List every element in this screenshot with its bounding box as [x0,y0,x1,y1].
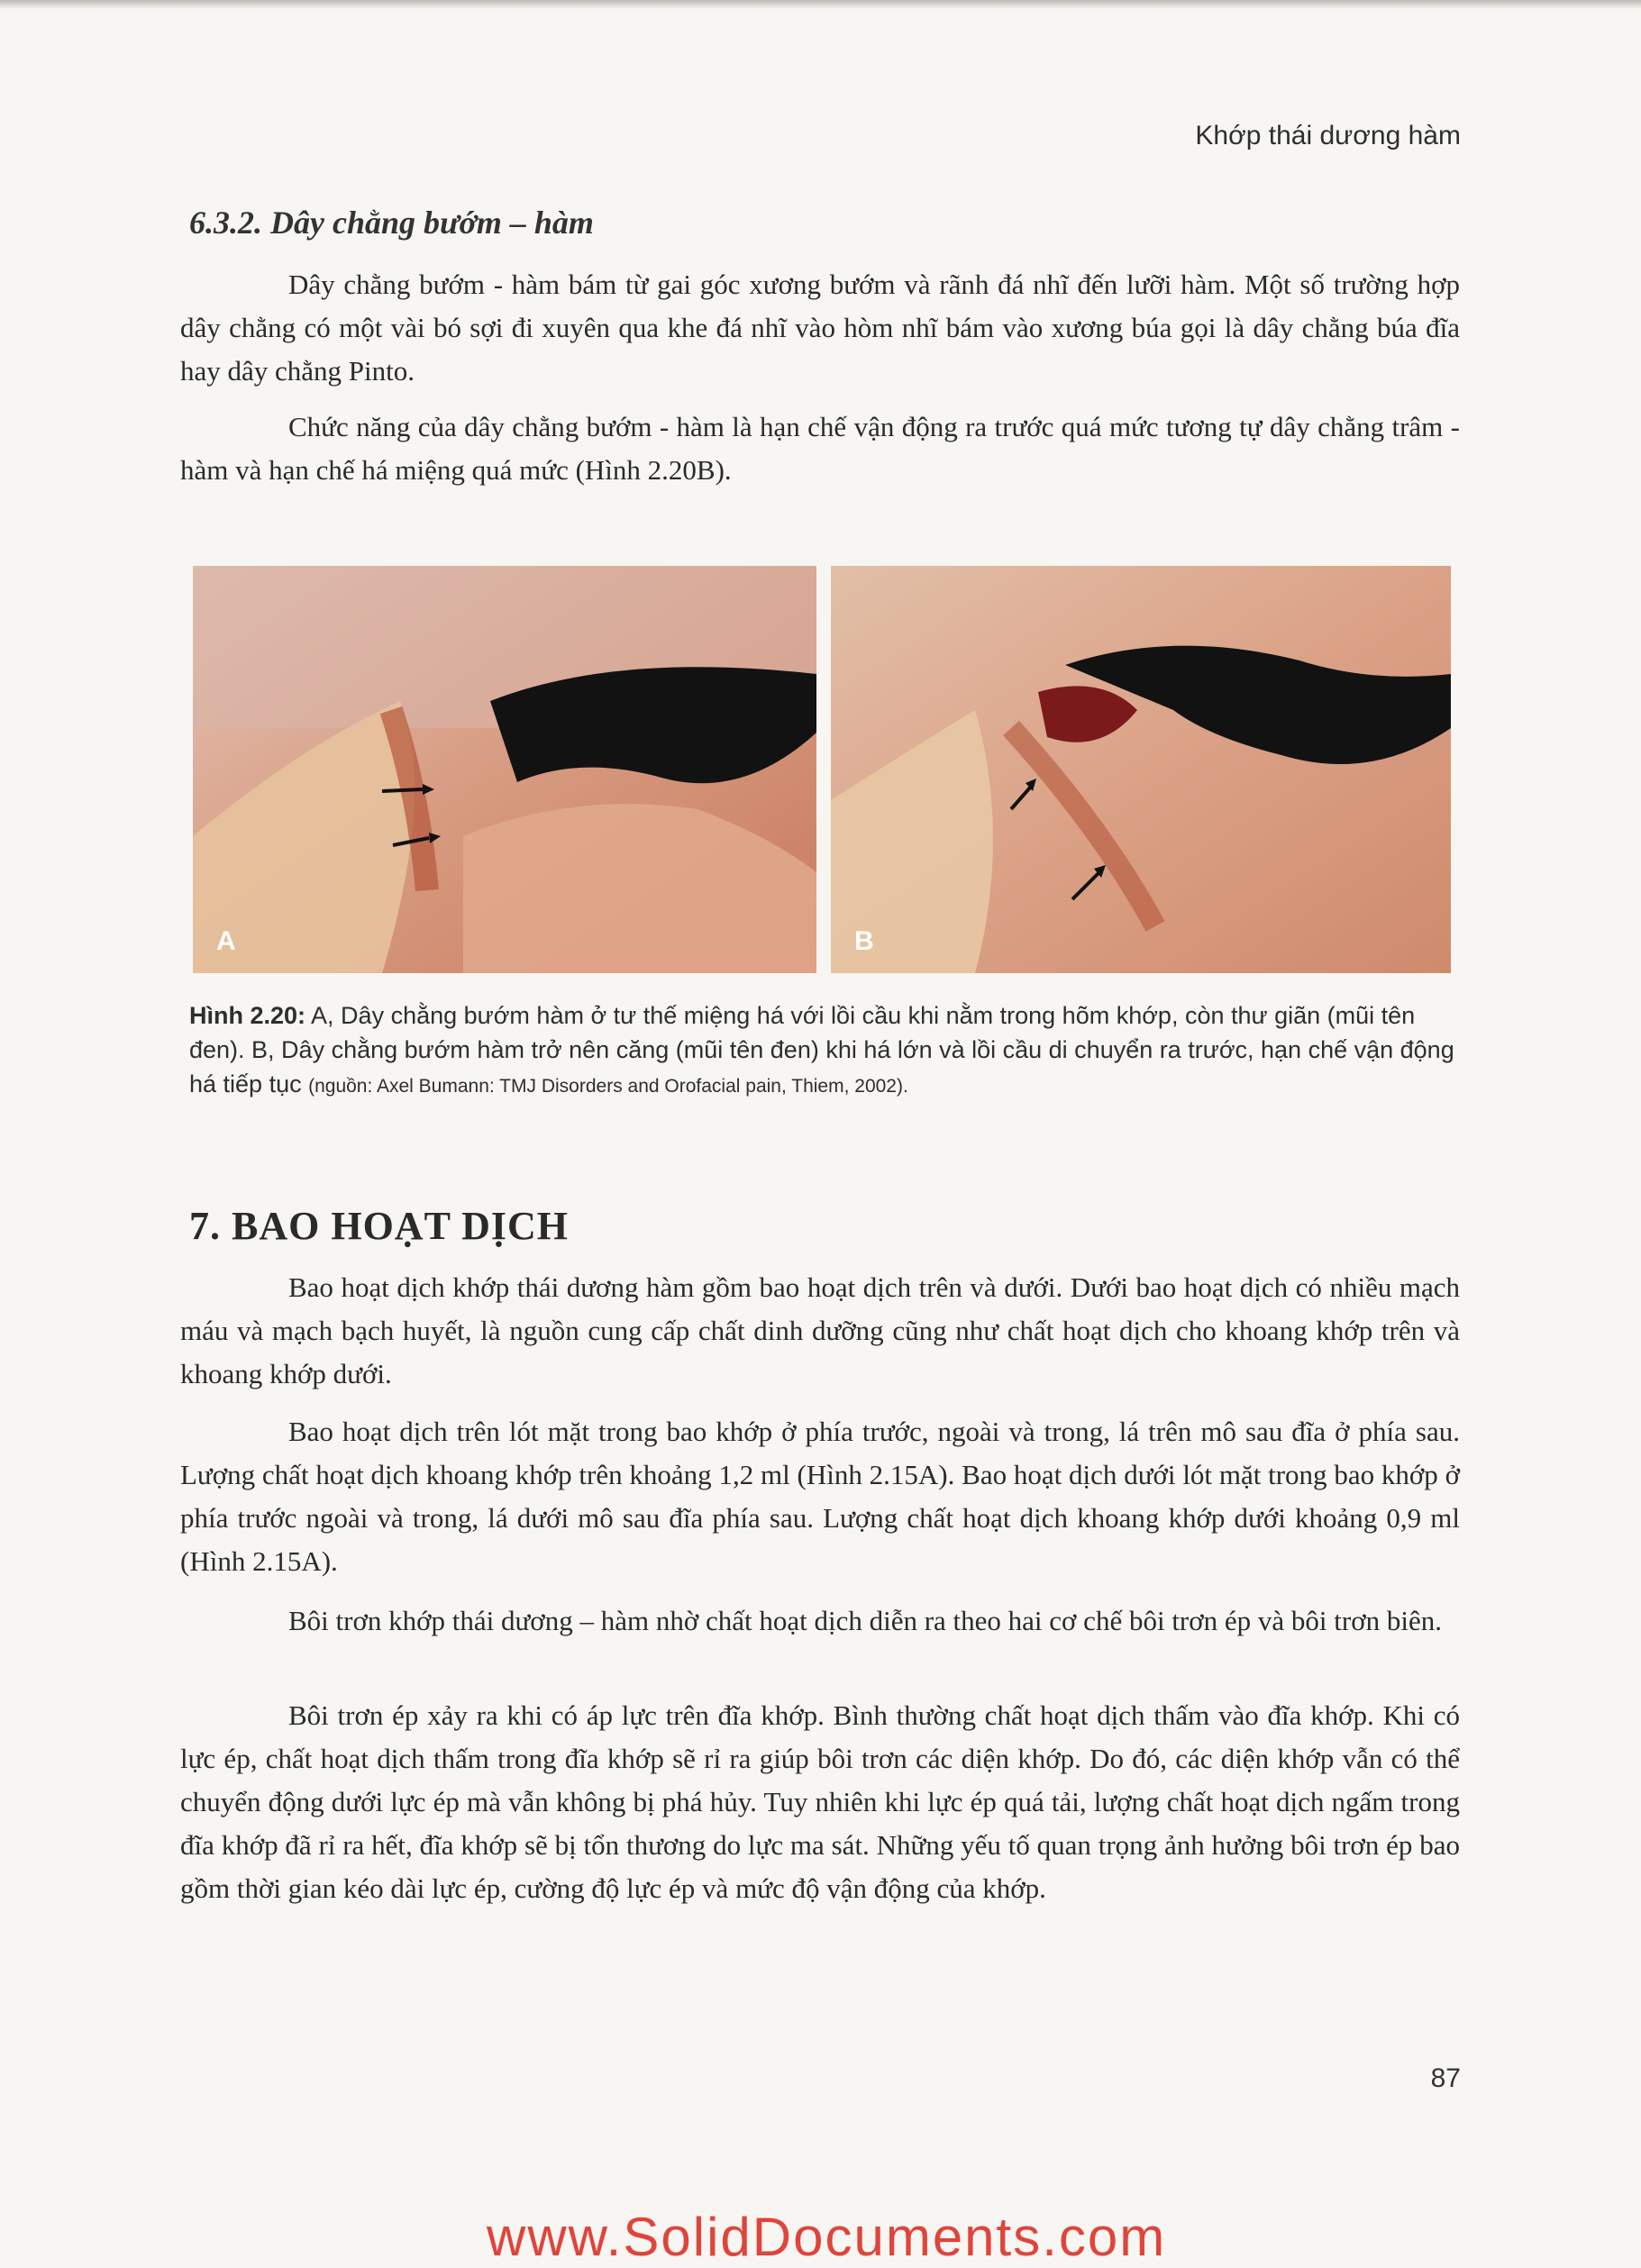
figure-caption [189,998,1460,1104]
paragraph-text: Bôi trơn ép xảy ra khi có áp lực trên đĩa khớp. Bình thường chất hoạt dịch thấm vào đĩa khớp. Khi có lực ép, chất hoạt dịch thấm trong đĩa khớp sẽ rỉ ra giúp bôi trơn các diện khớp. Do đó, các diện khớp vẫn có thể chuyển động dưới lực ép mà vẫn không bị phá hủy. Tuy nhiên khi lực ép quá tải, lượng chất hoạt dịch ngấm trong đĩa khớp đã rỉ ra hết, đĩa khớp sẽ bị tổn thương do lực ma sát. Những yếu tố quan trọng ảnh hưởng bôi trơn ép bao gồm thời gian kéo dài lực ép, cường độ lực ép và mức độ vận động của khớp. [180,1699,1460,1904]
caption-text: A, Dây chằng bướm hàm ở tư thế miệng há với lồi cầu khi nằm trong hõm khớp, còn thư giãn (mũi tên đen). B, Dây chằng bướm hàm trở nên căng (mũi tên đen) khi há lớn và lồi cầu di chuyển ra trước, hạn chế vận động há tiếp tục [189,1002,1454,1098]
paragraph [180,405,1460,492]
panel-label-b: B [854,926,874,956]
paragraph [180,263,1460,393]
section-heading-ligament: 6.3.2. Dây chằng bướm – hàm [189,205,594,241]
panel-label-a: A [216,926,236,956]
photo-panel-b [831,566,1451,973]
paragraph-text: Bao hoạt dịch trên lót mặt trong bao khớp ở phía trước, ngoài và trong, lá trên mô sau đĩa ở phía sau. Lượng chất hoạt dịch khoang khớp trên khoảng 1,2 ml (Hình 2.15A). Bao hoạt dịch dưới lót mặt trong bao khớp ở phía trước ngoài và trong, lá dưới mô sau đĩa phía sau. Lượng chất hoạt dịch khoang khớp dưới khoảng 0,9 ml (Hình 2.15A). [180,1416,1460,1577]
running-header: Khớp thái dương hàm [1195,121,1461,150]
anatomy-photo-b [831,566,1451,973]
paragraph [180,1599,1460,1643]
watermark-text: www.SolidDocuments.com [487,2207,1167,2267]
paragraph [180,1410,1460,1583]
anatomy-photo-a [193,566,816,973]
paragraph-text: Bôi trơn khớp thái dương – hàm nhờ chất hoạt dịch diễn ra theo hai cơ chế bôi trơn ép và bôi trơn biên. [288,1605,1442,1636]
page-number: 87 [1430,2063,1461,2093]
paragraph-text: Chức năng của dây chằng bướm - hàm là hạn chế vận động ra trước quá mức tương tự dây chằng trâm - hàm và hạn chế há miệng quá mức (Hình 2.20B). [180,411,1460,486]
caption-source: (nguồn: Axel Bumann: TMJ Disorders and Orofacial pain, Thiem, 2002). [308,1076,908,1097]
figure-2-20 [193,566,1451,973]
paragraph [180,1266,1460,1396]
paragraph-text: Bao hoạt dịch khớp thái dương hàm gồm bao hoạt dịch trên và dưới. Dưới bao hoạt dịch có nhiều mạch máu và mạch bạch huyết, là nguồn cung cấp chất dinh dưỡng cũng như chất hoạt dịch cho khoang khớp trên và khoang khớp dưới. [180,1271,1460,1389]
page-top-edge [0,0,1641,9]
caption-label: Hình 2.20: [189,1002,306,1029]
paragraph-text: Dây chằng bướm - hàm bám từ gai góc xương bướm và rãnh đá nhĩ đến lưỡi hàm. Một số trường hợp dây chằng có một vài bó sợi đi xuyên qua khe đá nhĩ vào hòm nhĩ bám vào xương búa gọi là dây chằng búa đĩa hay dây chằng Pinto. [180,269,1460,387]
section-heading-synovial: 7. BAO HOẠT DỊCH [189,1204,570,1248]
paragraph [180,1694,1460,1910]
photo-panel-a [193,566,816,973]
